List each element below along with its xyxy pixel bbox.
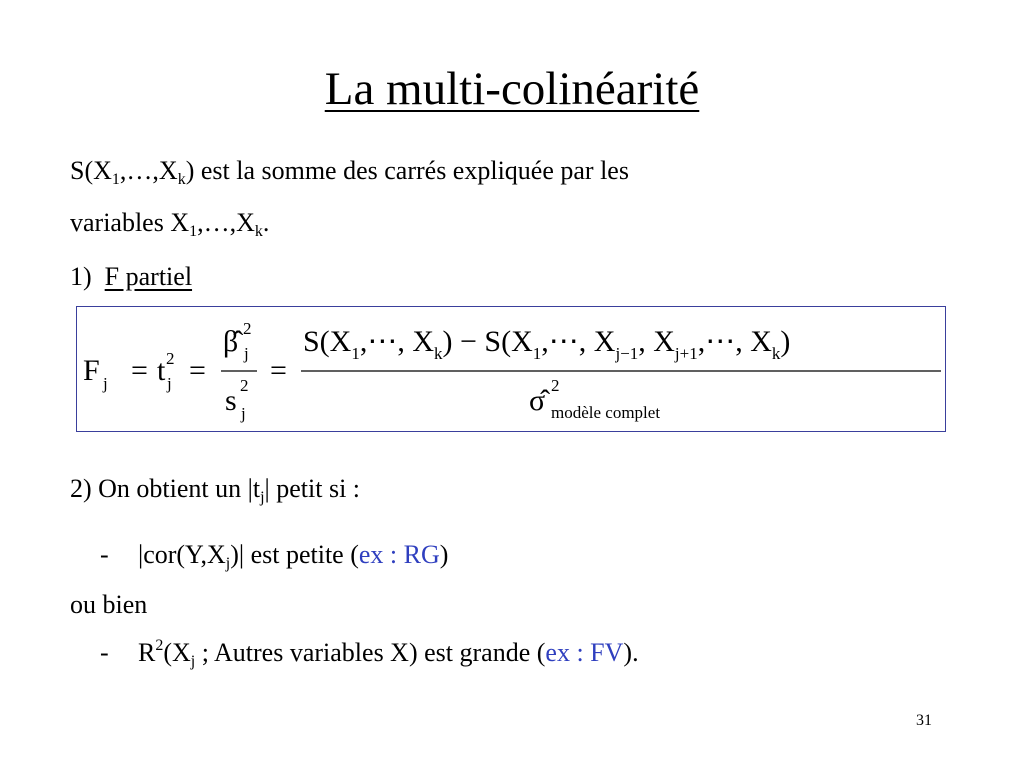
num-part: ,⋯, X xyxy=(359,325,435,358)
point-1-label: F partiel xyxy=(104,262,193,291)
subscript: k xyxy=(254,223,263,240)
num-sub: j−1 xyxy=(615,344,639,363)
point-2 xyxy=(70,474,360,504)
ou-bien: ou bien xyxy=(70,590,148,619)
bullet-1 xyxy=(100,540,448,570)
formula-equals: = xyxy=(189,354,206,387)
formula-beta-hat: β̂ xyxy=(223,325,239,358)
num-part: ,⋯, X xyxy=(697,325,772,358)
num-part: ) − S(X xyxy=(442,325,533,358)
num-part: ,⋯, X xyxy=(541,325,616,358)
formula-equals: = xyxy=(270,354,287,387)
point-1 xyxy=(70,262,192,292)
formula-svg xyxy=(77,307,947,433)
num-part: S(X xyxy=(303,325,352,358)
formula-s: s xyxy=(225,384,237,417)
formula-sigma-sub: modèle complet xyxy=(551,403,661,422)
slide-title: La multi-colinéarité xyxy=(324,63,700,115)
formula-F: F xyxy=(83,354,100,387)
intro-text: ,…,X xyxy=(197,208,255,237)
intro-text: ,…,X xyxy=(119,156,178,185)
bullet-text: (X xyxy=(163,638,191,667)
formula-sup-2: 2 xyxy=(243,319,252,338)
point-2-text: | petit si : xyxy=(264,474,361,503)
num-part: , X xyxy=(638,325,675,358)
bullet-dash: - xyxy=(100,540,109,569)
num-sub: j+1 xyxy=(674,344,698,363)
bullet-text: ; Autres variables X) est grande ( xyxy=(195,638,546,667)
num-sub: k xyxy=(434,344,443,363)
bullet-2 xyxy=(100,638,639,668)
intro-line-2 xyxy=(70,208,269,238)
formula-sup-2: 2 xyxy=(166,349,175,368)
intro-line-1 xyxy=(70,156,629,186)
point-2-text: 2) On obtient un |t xyxy=(70,474,261,503)
subscript: j xyxy=(190,653,196,670)
subscript: j xyxy=(260,489,265,506)
example-rg: ex : RG xyxy=(358,540,440,569)
subscript: k xyxy=(177,171,186,188)
formula-box xyxy=(76,306,946,432)
intro-text: ) est la somme des carrés expliquée par les xyxy=(185,156,629,185)
bullet-dash: - xyxy=(100,638,109,667)
formula-sup-2: 2 xyxy=(551,376,560,395)
bullet-text: |cor(Y,X xyxy=(138,540,226,569)
subscript: 1 xyxy=(111,171,120,188)
subscript: 1 xyxy=(189,223,198,240)
superscript: 2 xyxy=(155,637,164,654)
bullet-text: ). xyxy=(623,638,639,667)
formula-sup-2: 2 xyxy=(240,376,249,395)
subscript: j xyxy=(225,555,231,572)
bullet-text: ) xyxy=(439,540,449,569)
num-sub: k xyxy=(771,344,781,363)
num-sub: 1 xyxy=(532,344,542,363)
intro-text: . xyxy=(262,208,270,237)
example-fv: ex : FV xyxy=(545,638,624,667)
formula-equals: = xyxy=(131,354,148,387)
formula-sub-j: j xyxy=(241,404,246,423)
formula-numerator xyxy=(303,325,790,363)
formula-sub-j: j xyxy=(244,344,249,363)
bullet-text: R xyxy=(138,638,156,667)
intro-text: S(X xyxy=(70,156,112,185)
formula-t: t xyxy=(157,354,166,387)
bullet-text: )| est petite ( xyxy=(230,540,359,569)
num-part: ) xyxy=(780,325,791,358)
page-number: 31 xyxy=(916,712,932,729)
formula-sub-j: j xyxy=(167,374,172,393)
num-sub: 1 xyxy=(351,344,360,363)
formula-sub-j: j xyxy=(103,374,108,393)
point-number: 1) xyxy=(70,262,92,291)
formula-sigma-hat: σ̂ xyxy=(529,384,546,417)
intro-text: variables X xyxy=(70,208,190,237)
